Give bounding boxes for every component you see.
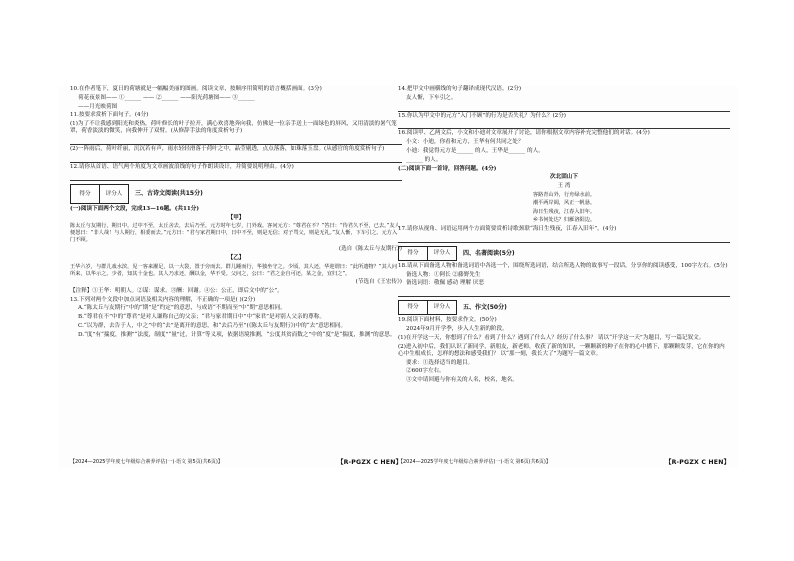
page-footer	[398, 459, 730, 466]
section-4-title: 四、名著阅读(5分)	[463, 249, 515, 257]
subsection-1: (一)阅读下面两个文段，完成13—16题。(共11分)	[70, 205, 200, 212]
footer-code: 【R-PGZX C HEN】	[337, 458, 402, 466]
option-b: B.“尊君在不”中的“尊君”是对人谦称自己的父亲；“君与家君期日中”中“家君”是对别人父亲的尊称。	[78, 314, 325, 321]
option-c: C.“以为群，去告于人，中之”中的“去”是离开的意思，和“去后乃至”(《陈太丘与友期行》)中的“去”意思相同。	[78, 323, 347, 330]
grader-label: 评分人	[433, 304, 451, 311]
question-16: 16.阅读甲、乙两文后，小文和小迪对文章展开了讨论，请你根据文章内容补充完整他们的对话。(4分)	[398, 130, 650, 137]
question-13: 13.下列对两个文段中加点词语及相关内容的理解，不正确的一项是( )(2分)	[70, 296, 256, 303]
answer-line	[398, 235, 730, 243]
score-row-section4	[398, 246, 730, 261]
prompt-2: (2)进入初中后，我们认识了新同学，新朋友，新老师，收获了新的知识，一颗颗新的种子在你的心中播下，那颗颗发芽，它在你的内心中生根成长，怎样的想法和感受我们？ 以“那一刻，我长大了”为题写一篇文章。	[398, 343, 725, 357]
material-intro: 2024年9月开学季，步入人生新的阶段。	[406, 325, 508, 332]
q10-chain-text: 荷花夜景图—— ①______ —— ②______ ——阳光荷塘图—— ③______	[78, 94, 255, 101]
question-10-chain	[70, 95, 402, 102]
section-3-title: 三、古诗文阅读(共15分)	[135, 190, 203, 198]
score-box	[70, 184, 129, 204]
footer-text: 【2024—2025学年度七年级综合素养评估(一)·语文 第5页(共6页)】	[70, 458, 223, 465]
dialog-b: 小迪：我觉得元方是______ 的人，王华是______ 的人。	[406, 147, 544, 154]
page-6	[398, 86, 730, 468]
option-d: D.“度”有“揣度，推测”“法度，制度”“量”过，计算”等义项，依据语境推测，“公度其贫而数之”中的“度”是“揣度，推测”的意思。	[78, 331, 396, 338]
poem-author: 王 湾	[557, 183, 571, 190]
requirement-1: 要求：①选择适当的题目。	[406, 359, 474, 366]
footer-text: 【2024—2025学年度七年级综合素养评估(一)·语文 第6页(共6页)】	[398, 458, 551, 465]
prompt-1: (1)在开学这一天，你想到了什么？看到了什么？遇到了什么人？经历了什么事？ 请以“开学这一天”为题目，写一篇记叙文。	[398, 334, 705, 341]
jia-source: (选自《陈太丘与友期行》)	[338, 245, 402, 252]
score-row-section5	[398, 300, 730, 315]
requirement-3: ③文中请回避与你有关的人名，校名，地名。	[406, 377, 518, 384]
question-12: 12.请你从首语、语气两个角度为文章画波浪线的句子作朗读设计，并简要说明理由。(4分)	[70, 164, 294, 171]
score-row-section3	[70, 184, 402, 204]
yi-tag: 【乙】	[227, 254, 245, 261]
question-14-sentence: 友人惭，下车引之。	[406, 94, 457, 101]
question-11-part2: (2)一阵雨后，荷叶纤丽，沉沉若有声，雨水轻轻滑落于荷叶之中，晶莹剔透，点点落落，如珠落玉盘。(从感官的角度赏析句子)	[70, 146, 385, 153]
question-11-part1: (1)为了不让我感到阳光和炎热，荷叶修长的叶子拉开，满心欢喜地奔向我，仿佛是一位亲手送上一面绿色的屏风，又用清淡的暑气笼罩，荷香淡淡的微笑，向我伸开了双臂。(从修辞手法的角度赏析句子)	[70, 121, 397, 135]
dialog-c: ______ 的人。	[406, 156, 442, 163]
yi-source: (节选自《王宏传》)	[355, 279, 402, 286]
footer-code: 【R-PGZX C HEN】	[665, 458, 730, 466]
requirement-2: ②600字左右。	[406, 368, 445, 375]
score-box	[398, 300, 457, 315]
grader-label: 评分人	[433, 249, 451, 256]
question-15: 15.你认为甲文中的元方“入门不顾”的行为是否失礼？为什么？(2分)	[398, 112, 566, 119]
score-label: 得分	[399, 247, 428, 260]
question-11: 11.按要求赏析下面句子。(4分)	[70, 112, 149, 119]
poem-line: 海日生残夜，江春入旧年。	[532, 208, 596, 215]
answer-line	[398, 104, 730, 112]
poem-line: 客路青山外，行舟绿水前。	[532, 191, 596, 198]
answer-line	[398, 289, 730, 297]
answer-line	[70, 137, 402, 145]
score-label: 得分	[399, 301, 428, 314]
question-10: 10.在作者笔下，夏日的荷塘就是一幅幅美丽的图画。阅读文章，按顺序用简明的语言概括画面。(3分)	[70, 86, 322, 92]
question-10-tail: ——月光映荷图	[78, 103, 118, 110]
poem-line: 乡书何处达？归雁洛阳边。	[532, 217, 596, 224]
answer-line	[398, 121, 730, 129]
subsection-2: (二)阅读下面一首诗，回答问题。(4分)	[398, 165, 497, 172]
jia-text: 陈太丘与友期行，期日中。过中不至，太丘舍去，去后乃至。元方时年七岁，门外戏。客问元方：“尊君在不？”答曰：“待君久不至，已去。”友人便怒曰：“非人哉！与人期行，相委而去。”元方曰：“君与家君期日中，日中不至，则是无信；对子骂父，则是无礼。”友人惭，下车引之。元方入门不顾。	[70, 223, 400, 244]
poem-line: 潮平两岸阔，风正一帆悬。	[532, 200, 596, 207]
score-label: 得分	[71, 185, 100, 203]
question-14: 14.把甲文中画横线的句子翻译成现代汉语。(2分)	[398, 86, 522, 92]
question-17: 17.请你从视角、词语运用两个方面简要赏析诗歌颈联“海日生残夜，江春入旧年”。(4分)	[398, 225, 617, 232]
question-18: 18.请从下面备选人物和备选词语中各选一个，围绕所选词语，结合所选人物的故事写一段话，分享你的阅读感受，100字左右。(5分)	[398, 262, 728, 269]
score-box	[398, 246, 457, 261]
notes: 【注释】①王华：明朝人。②谋：谋求。③酬：回谢。④公：公正，即后文中的“公”。	[70, 287, 283, 294]
page-5	[70, 86, 402, 468]
exam-sheet	[58, 86, 738, 468]
candidate-words: 备选词语：敬佩 感动 理解 厌恶	[406, 280, 485, 287]
jia-tag: 【甲】	[227, 214, 245, 221]
answer-line	[70, 155, 402, 163]
yi-text: 王华六岁，与群儿戏水滨，见一客来濯足，以一大袋，置于旁而去。群儿踵而行，华独坐守之。少顷，其人还，华迎谓曰：“此所遗物？”其人问所来，以华示之。少者，知其十金也。其人乃求还，酬以金，华不受。父问之，公曰：“君之金自可还，某之金，宜归之”。	[70, 263, 398, 277]
section-5-title: 五、作文(50分)	[463, 304, 507, 311]
dialog-a: 小文：小迪，你看和元方，王华有何共同之处？	[406, 139, 524, 146]
candidate-people: 备选人物：①阿长 ②藤野先生	[406, 271, 481, 278]
option-a: A.“陈太丘与友期行”中的“期”是“约定”的意思，与成语“不期而至”中“期”意思相同。	[78, 305, 286, 312]
question-19: 19.阅读下面材料，按要求作文。(50分)	[398, 317, 497, 324]
answer-line	[70, 173, 402, 181]
grader-label: 评分人	[105, 190, 123, 197]
page-footer	[70, 459, 402, 466]
poem-title: 次北固山下	[550, 174, 578, 181]
